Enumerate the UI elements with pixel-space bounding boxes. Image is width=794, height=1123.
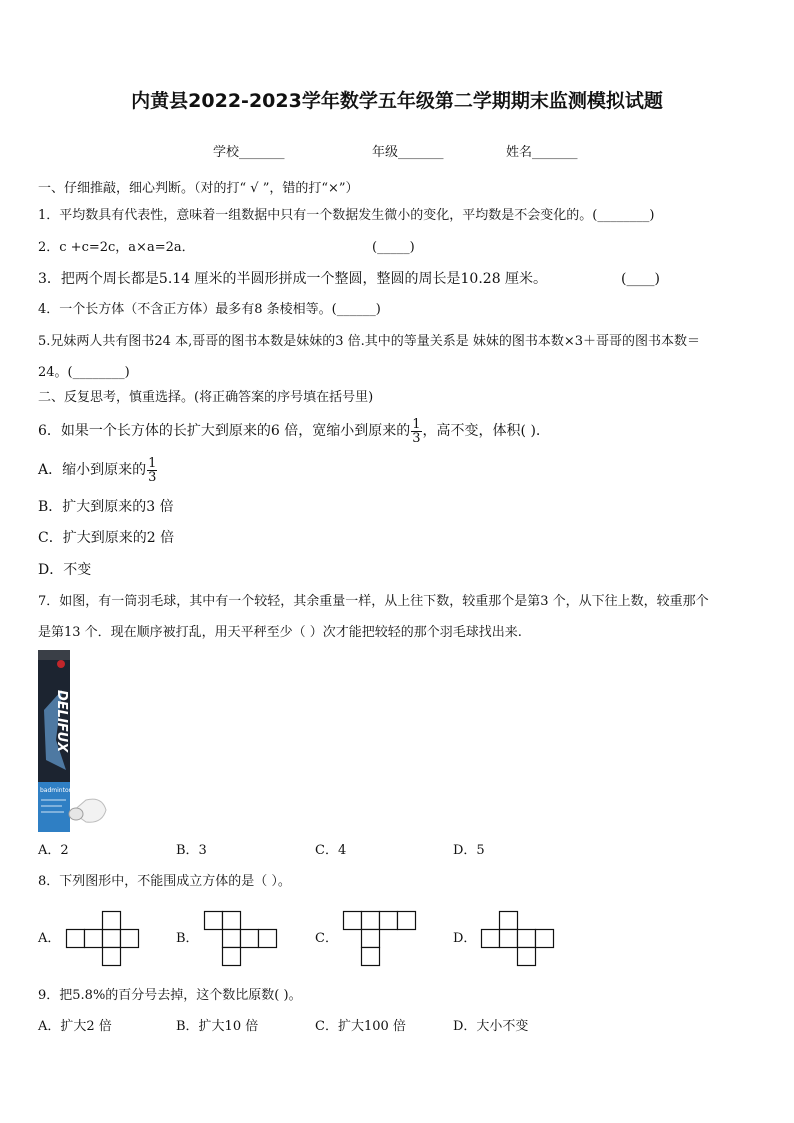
question-9-option-c: C．扩大100 倍 xyxy=(315,1019,406,1034)
cube-net-b xyxy=(204,911,279,967)
question-2: 2．c +c=2c，a×a=2a． xyxy=(38,240,195,255)
question-6-option-d: D．不变 xyxy=(38,562,92,578)
question-7-line-1: 7．如图，有一筒羽毛球，其中有一个较轻，其余重量一样，从上往下数，较重那个是第3 个，从下往上数，较重那个 xyxy=(38,594,709,609)
fraction-denominator: 3 xyxy=(412,430,421,446)
cube-net-a xyxy=(66,911,141,967)
question-8-option-d: D． xyxy=(453,931,477,946)
grade-field: 年级_______ xyxy=(372,145,444,160)
fraction-numerator: 1 xyxy=(412,416,421,432)
question-5-line-2: 24。(________) xyxy=(38,365,130,380)
fraction-one-third xyxy=(411,418,421,445)
question-6-option-b: B．扩大到原来的3 倍 xyxy=(38,499,174,515)
question-5-line-1: 5.兄妹两人共有图书24 本,哥哥的图书本数是妹妹的3 倍.其中的等量关系是 妹妹的图书本数×3＋哥哥的图书本数＝ xyxy=(38,334,701,349)
question-3: 3．把两个周长都是5.14 厘米的半圆形拼成一个整圆，整圆的周长是10.28 厘米。 xyxy=(38,271,548,287)
fraction-denominator: 3 xyxy=(148,469,157,485)
question-6 xyxy=(38,414,540,448)
question-8-option-b: B． xyxy=(176,931,199,946)
question-9-option-d: D．大小不变 xyxy=(453,1019,529,1034)
question-6-option-c: C．扩大到原来的2 倍 xyxy=(38,530,175,546)
question-8-option-a: A． xyxy=(38,931,61,946)
question-7-option-b: B．3 xyxy=(176,843,207,858)
question-8: 8．下列图形中，不能围成立方体的是（ ）。 xyxy=(38,874,291,889)
question-1: 1．平均数具有代表性，意味着一组数据中只有一个数据发生微小的变化，平均数是不会变化的。(________) xyxy=(38,208,655,223)
cube-net-d xyxy=(481,911,556,967)
section-2-heading: 二、反复思考，慎重选择。(将正确答案的序号填在括号里) xyxy=(38,390,374,405)
section-1-heading: 一、仔细推敲，细心判断。（对的打“ √ ”，错的打“×”） xyxy=(38,181,359,196)
question-6-stem-a: 6．如果一个长方体的长扩大到原来的6 倍，宽缩小到原来的 xyxy=(38,423,411,439)
fraction-one-third xyxy=(147,457,157,484)
tube-word-text: badminton xyxy=(40,787,73,794)
name-field: 姓名_______ xyxy=(506,145,578,160)
question-9-option-a: A．扩大2 倍 xyxy=(38,1019,112,1034)
question-4: 4．一个长方体（不含正方体）最多有8 条棱相等。(______) xyxy=(38,302,381,317)
school-field: 学校_______ xyxy=(213,145,285,160)
question-2-blank: (_____) xyxy=(372,240,415,255)
page-title: 内黄县2022-2023学年数学五年级第二学期期末监测模拟试题 xyxy=(131,90,663,112)
shuttlecock-tube-image xyxy=(36,650,110,832)
question-3-blank: (____) xyxy=(621,271,660,287)
question-9-option-b: B．扩大10 倍 xyxy=(176,1019,259,1034)
question-7-line-2: 是第13 个．现在顺序被打乱，用天平秤至少（ ）次才能把较轻的那个羽毛球找出来. xyxy=(38,625,522,640)
question-7-option-a: A．2 xyxy=(38,843,69,858)
question-9: 9．把5.8%的百分号去掉，这个数比原数( )。 xyxy=(38,988,302,1003)
question-6-stem-b: ，高不变，体积( ). xyxy=(422,423,541,439)
question-7-option-d: D．5 xyxy=(453,843,485,858)
question-8-option-c: C． xyxy=(315,931,338,946)
option-a-text: A．缩小到原来的 xyxy=(38,462,147,478)
question-6-option-a xyxy=(38,453,158,487)
question-7-option-c: C．4 xyxy=(315,843,347,858)
tube-brand-text: DELIFUX xyxy=(54,690,69,753)
cube-net-c xyxy=(343,911,418,967)
fraction-numerator: 1 xyxy=(148,455,157,471)
